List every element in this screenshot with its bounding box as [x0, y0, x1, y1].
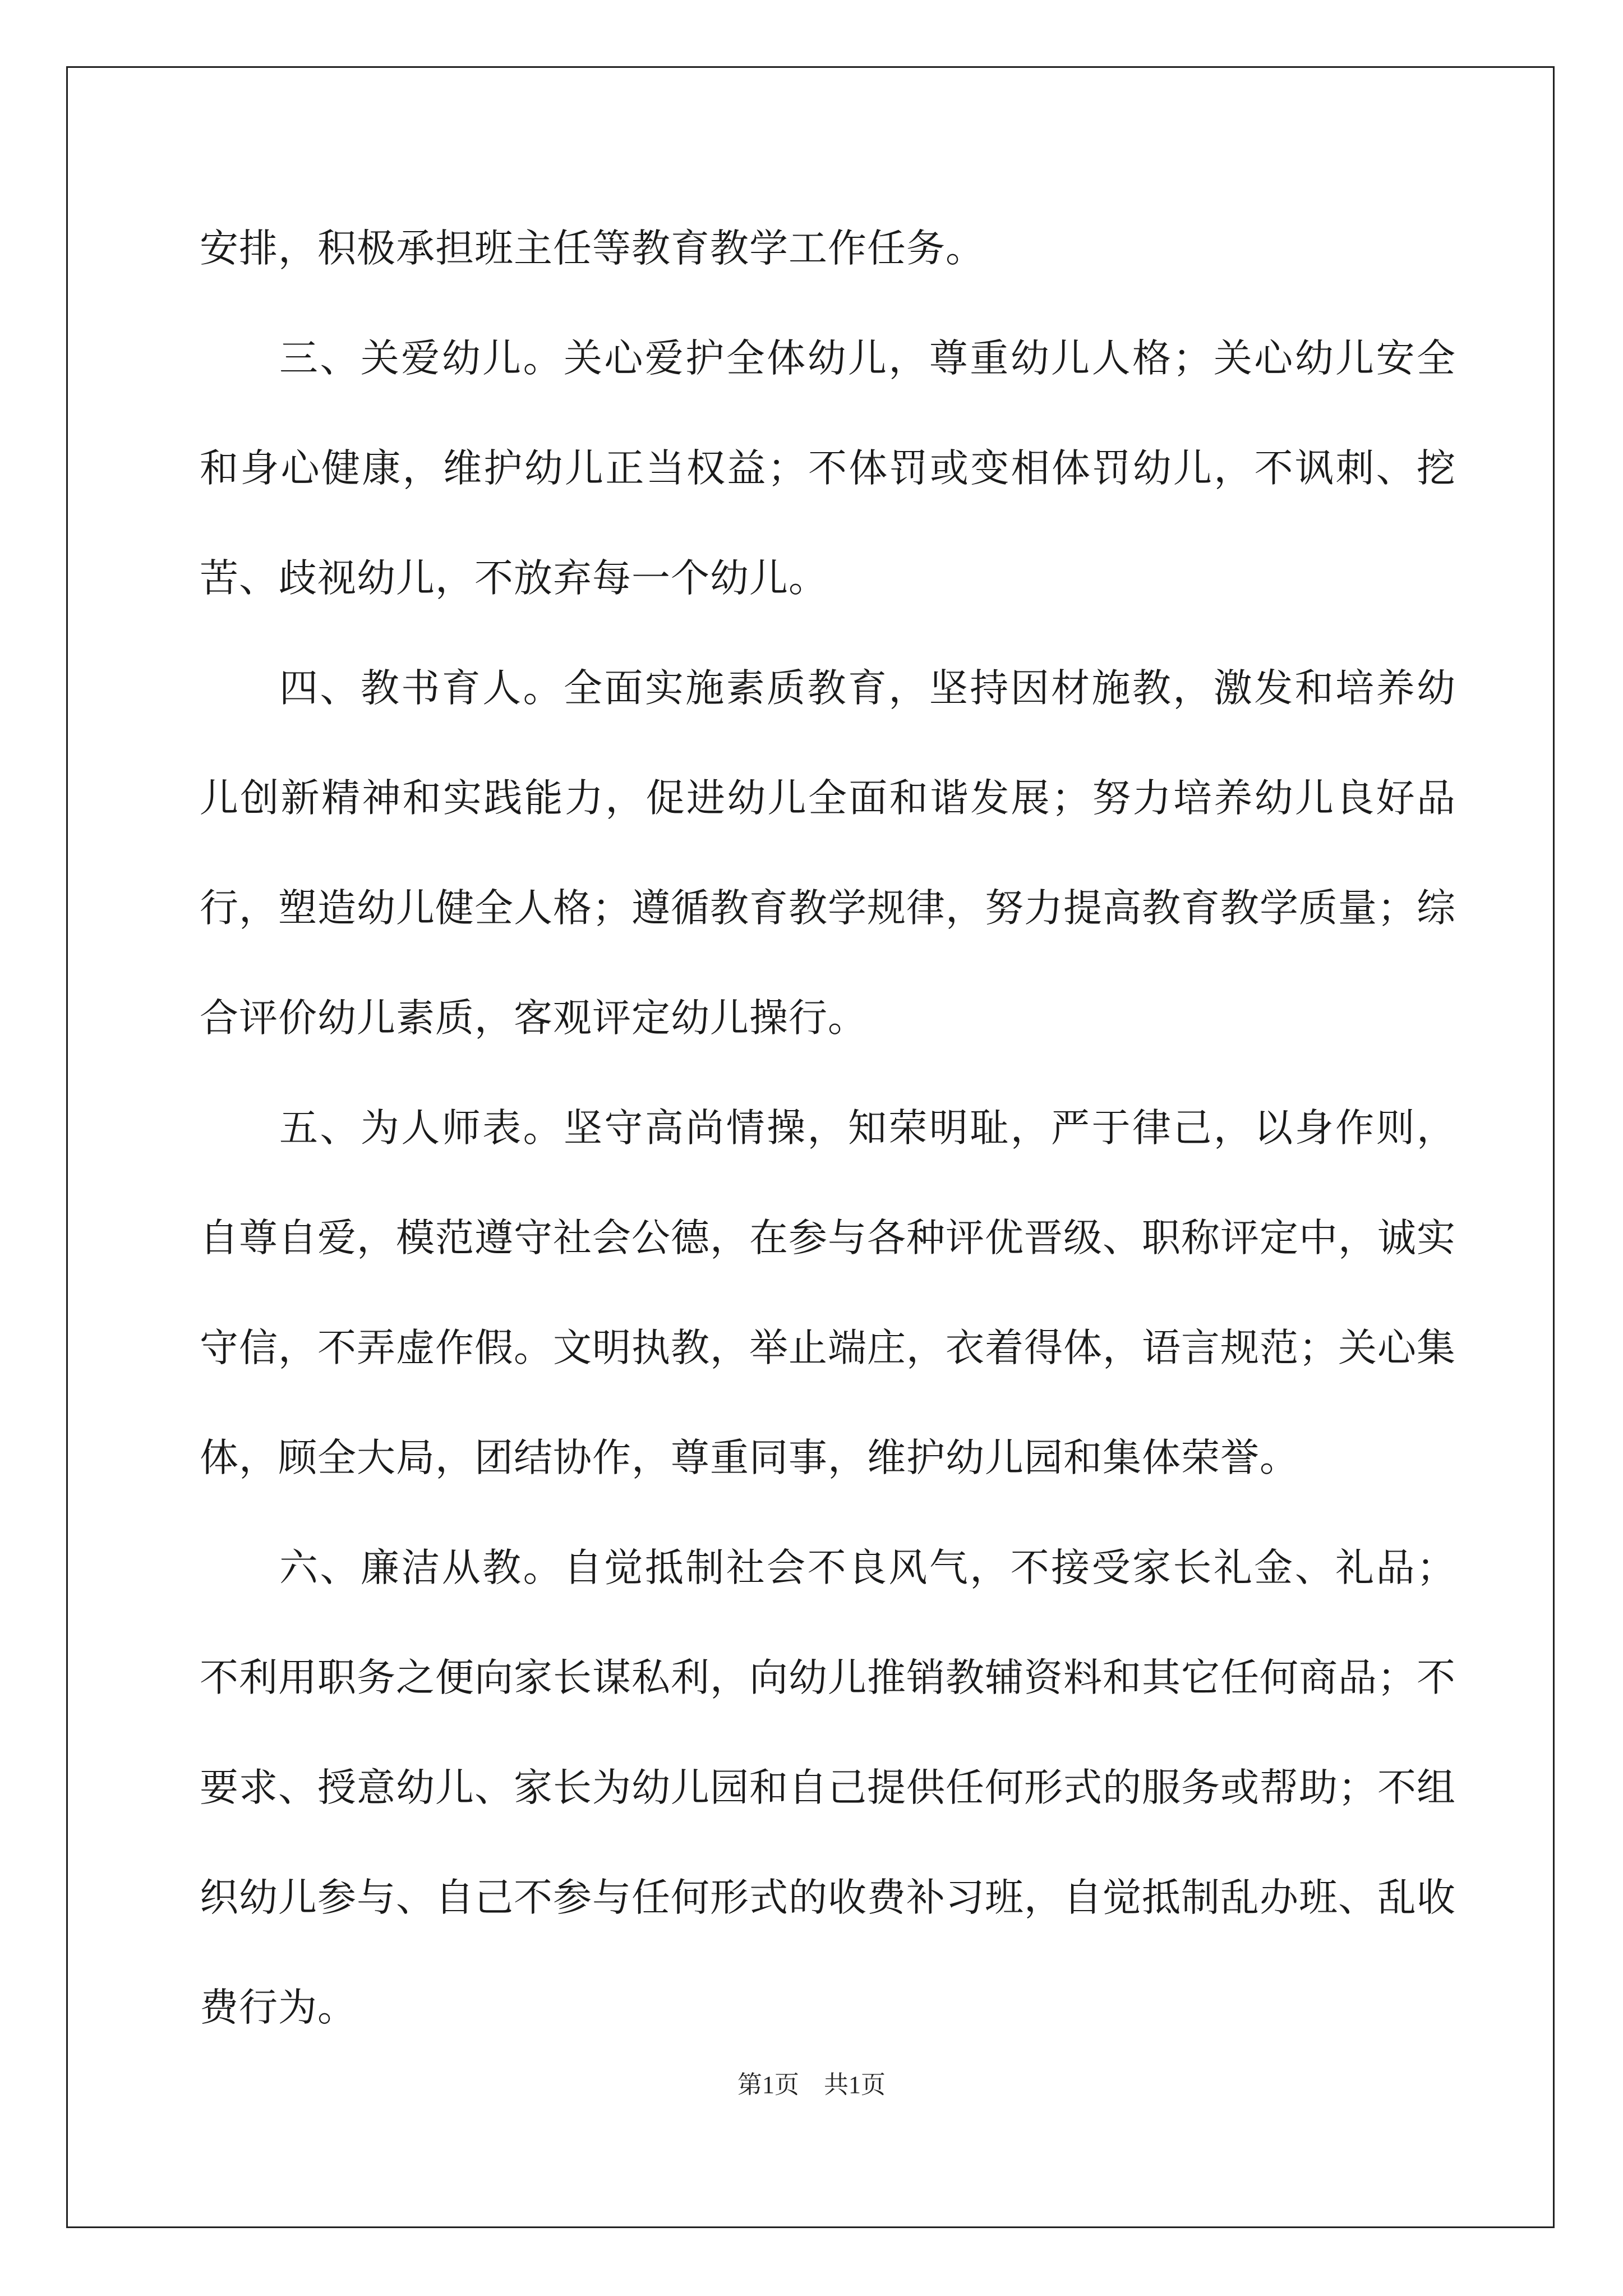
- page-number: 第1页: [737, 2071, 799, 2099]
- paragraph-role-model: 五、为人师表。坚守高尚情操，知荣明耻，严于律己，以身作则，自尊自爱，模范遵守社会公德，在参与各种评优晋级、职称评定中，诚实守信，不弄虚作假。文明执教，举止端庄，衣着得体，语言规范；关心集体，顾全大局，团结协作，尊重同事，维护幼儿园和集体荣誉。: [200, 1106, 1456, 1480]
- page-footer: [0, 2064, 1623, 2100]
- page-total: 共1页: [824, 2071, 886, 2099]
- paragraph-teaching-and-educating: 四、教书育人。全面实施素质教育，坚持因材施教，激发和培养幼儿创新精神和实践能力，促进幼儿全面和谐发展；努力培养幼儿良好品行，塑造幼儿健全人格；遵循教育教学规律，努力提高教育教学质量；综合评价幼儿素质，客观评定幼儿操行。: [200, 666, 1456, 1041]
- paragraph-care-for-children: 三、关爱幼儿。关心爱护全体幼儿，尊重幼儿人格；关心幼儿安全和身心健康，维护幼儿正当权益；不体罚或变相体罚幼儿，不讽刺、挖苦、歧视幼儿，不放弃每一个幼儿。: [200, 336, 1456, 601]
- paragraph-integrity: 六、廉洁从教。自觉抵制社会不良风气，不接受家长礼金、礼品；不利用职务之便向家长谋私利，向幼儿推销教辅资料和其它任何商品；不要求、授意幼儿、家长为幼儿园和自己提供任何形式的服务或帮助；不组织幼儿参与、自己不参与任何形式的收费补习班，自觉抵制乱办班、乱收费行为。: [200, 1545, 1456, 2030]
- document-body: [200, 194, 1456, 2063]
- paragraph-continuation: 安排，积极承担班主任等教育教学工作任务。: [200, 226, 985, 271]
